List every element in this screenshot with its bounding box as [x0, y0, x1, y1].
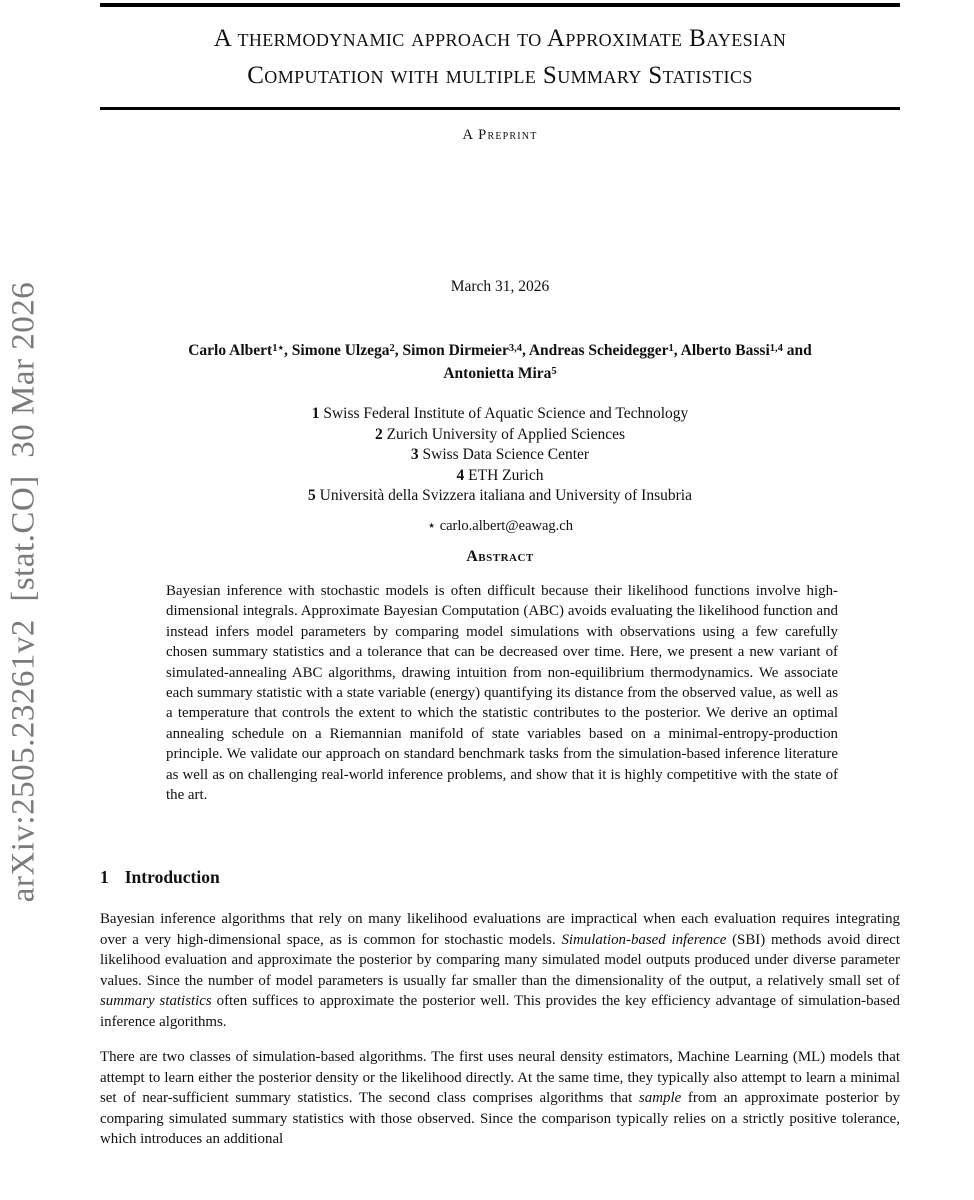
- affiliation-block: [100, 404, 900, 507]
- affiliation-line: [100, 425, 900, 446]
- text-segment: Bayesian inference algorithms that rely on many likelihood evaluations are impractical when each evaluation requires integrating over a very high-dimensional space, as is common for stochastic models.: [100, 911, 900, 948]
- affiliation-number: 1: [311, 405, 320, 422]
- author-line-1: [100, 338, 900, 361]
- contact-email: carlo.albert@eawag.ch: [439, 517, 573, 534]
- author-superscript: 3,4: [508, 343, 522, 354]
- text-segment: There are two classes of simulation-based algorithms. The first uses neural density estimators, Machine Learning (ML) models that attempt to learn either the posterior density or the likelihood directly. At the same time, they typically also attempt to learn a minimal set of near-sufficient summary statistics. The second class comprises algorithms that: [100, 1049, 900, 1107]
- author-name: , Simone Ulzega: [284, 342, 390, 359]
- paper-title: [100, 20, 900, 94]
- affiliation-line: [100, 486, 900, 507]
- header-bottom-rule: [100, 107, 900, 110]
- text-segment: often suffices to approximate the posterior well. This provides the key efficiency advantage of simulation-based inference algorithms.: [100, 993, 900, 1030]
- text-segment: from an approximate posterior by comparing simulated summary statistics with those observed. Since the comparison typically relies on a strictly positive tolerance, which introduces an additional: [100, 1090, 900, 1148]
- paper-content: [100, 0, 900, 1165]
- affiliation-text: ETH Zurich: [468, 466, 544, 484]
- preprint-label: A Preprint: [462, 127, 538, 143]
- affiliation-line: [100, 404, 900, 425]
- affiliation-line: [100, 466, 900, 487]
- intro-paragraph-2: [100, 1047, 900, 1150]
- arxiv-watermark: arXiv:2505.23261v2 [stat.CO] 30 Mar 2026: [5, 281, 42, 903]
- author-name: , Simon Dirmeier: [394, 342, 509, 359]
- author-name: , Andreas Scheidegger: [521, 342, 669, 359]
- paper-date: March 31, 2026: [450, 278, 550, 295]
- text-segment-italic: Simulation-based inference: [561, 931, 727, 948]
- affiliation-text: Swiss Data Science Center: [422, 446, 590, 464]
- affiliation-text: Swiss Federal Institute of Aquatic Science and Technology: [323, 405, 689, 422]
- author-block: [100, 338, 900, 384]
- author-superscript: 1: [668, 343, 674, 354]
- author-superscript: 1,4: [769, 343, 783, 354]
- author-name: Antonietta Mira: [443, 365, 552, 382]
- affiliation-text: Università della Svizzera italiana and University of Insubria: [319, 487, 692, 505]
- section-heading-introduction: [100, 867, 900, 888]
- affiliation-line: [100, 445, 900, 466]
- header-top-rule: [100, 3, 900, 7]
- author-name: , Alberto Bassi: [673, 342, 770, 359]
- abstract-text: Bayesian inference with stochastic models is often difficult because their likelihood functions involve high-dimensional integrals. Approximate Bayesian Computation (ABC) avoids evaluating the likelihood function and instead infers model parameters by comparing model simulations with observations using a few carefully chosen summary statistics and a tolerance that can be decreased over time. Here, we present a new variant of simulated-annealing ABC algorithms, drawing intuition from non-equilibrium thermodynamics. We associate each summary statistic with a state variable (energy) quantifying its distance from the observed value, as well as a temperature that controls the extent to which the statistic contributes to the posterior. We derive an optimal annealing schedule on a Riemannian manifold of state variables based on a minimal-entropy-production principle. We validate our approach on standard benchmark tasks from the simulation-based inference literature as well as on challenging real-world inference problems, and show that it is highly competitive with the state of the art.: [166, 582, 838, 804]
- author-superscript: 1⋆: [272, 343, 285, 354]
- section-title: Introduction: [124, 867, 220, 888]
- contact-line: [100, 518, 900, 535]
- affiliation-number: 3: [410, 446, 419, 464]
- text-segment-italic: sample: [639, 1090, 682, 1107]
- paper-title-line1: A thermodynamic approach to Approximate Bayesian: [213, 25, 787, 52]
- author-conjunction: and: [782, 342, 812, 359]
- intro-paragraph-1: [100, 909, 900, 1032]
- author-superscript: 5: [551, 366, 557, 377]
- abstract-heading: Abstract: [466, 547, 534, 565]
- affiliation-text: Zurich University of Applied Sciences: [386, 425, 626, 443]
- author-superscript: 2: [389, 343, 395, 354]
- author-name: Carlo Albert: [188, 342, 273, 359]
- affiliation-number: 2: [374, 425, 383, 443]
- text-segment-italic: summary statistics: [100, 993, 212, 1010]
- author-line-2: [100, 361, 900, 384]
- affiliation-number: 4: [456, 466, 465, 484]
- affiliation-number: 5: [308, 487, 316, 505]
- star-icon: ⋆: [426, 517, 437, 534]
- paper-title-line2: Computation with multiple Summary Statistics: [247, 62, 753, 89]
- text-segment: (SBI) methods avoid direct likelihood evaluation and approximate the posterior by comparing many simulated model outputs produced under diverse parameter values. Since the number of model parameters is usually far smaller than the dimensionality of the output, a relatively small set of: [100, 931, 900, 989]
- section-number: 1: [100, 867, 109, 888]
